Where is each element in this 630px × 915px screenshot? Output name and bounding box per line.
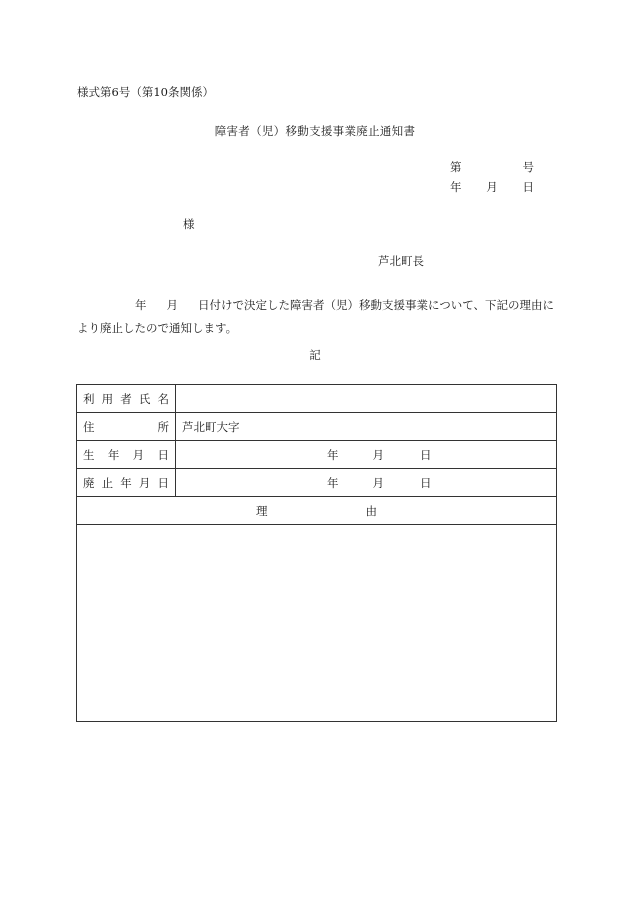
number-prefix: 第 xyxy=(450,160,462,174)
abolish-date-row xyxy=(77,469,557,497)
reason-label: 理 由 xyxy=(77,497,557,525)
abolish-date-label: 廃 止 年 月 日 xyxy=(77,469,176,497)
address-row xyxy=(77,413,557,441)
birth-date-label: 生 年 月 日 xyxy=(77,441,176,469)
reason-header-row xyxy=(77,497,557,525)
abolish-year: 年 xyxy=(327,475,339,490)
document-number-line xyxy=(450,162,534,174)
date-month: 月 xyxy=(486,180,498,194)
reason-field[interactable] xyxy=(77,525,557,722)
abolish-day: 日 xyxy=(420,475,432,490)
date-year: 年 xyxy=(450,180,462,194)
user-name-label: 利 用 者 氏 名 xyxy=(77,385,176,413)
address-field[interactable]: 芦北町大字 xyxy=(176,413,557,441)
abolish-date-field[interactable] xyxy=(176,469,557,497)
address-label: 住 所 xyxy=(77,413,176,441)
body-paragraph xyxy=(77,294,557,340)
birth-date-field[interactable] xyxy=(176,441,557,469)
body-year: 年 xyxy=(135,298,147,312)
user-name-field[interactable] xyxy=(176,385,557,413)
body-month: 月 xyxy=(166,298,178,312)
document-title: 障害者（児）移動支援事業廃止通知書 xyxy=(214,124,416,138)
form-number: 様式第6号（第10条関係） xyxy=(77,85,214,99)
birth-month: 月 xyxy=(372,447,384,462)
body-text: 日付けで決定した障害者（児）移動支援事業について、下記の理由により廃止したので通知します。 xyxy=(77,298,555,335)
user-name-row xyxy=(77,385,557,413)
issuer: 芦北町長 xyxy=(378,254,424,268)
birth-date-row xyxy=(77,441,557,469)
reason-body-row xyxy=(77,525,557,722)
birth-day: 日 xyxy=(420,447,432,462)
document-date-line xyxy=(450,182,534,194)
detail-table xyxy=(76,384,557,722)
ki-heading: 記 xyxy=(309,348,321,362)
addressee: 様 xyxy=(183,217,195,231)
birth-year: 年 xyxy=(327,447,339,462)
date-day: 日 xyxy=(522,180,534,194)
number-suffix: 号 xyxy=(522,160,534,174)
abolish-month: 月 xyxy=(372,475,384,490)
